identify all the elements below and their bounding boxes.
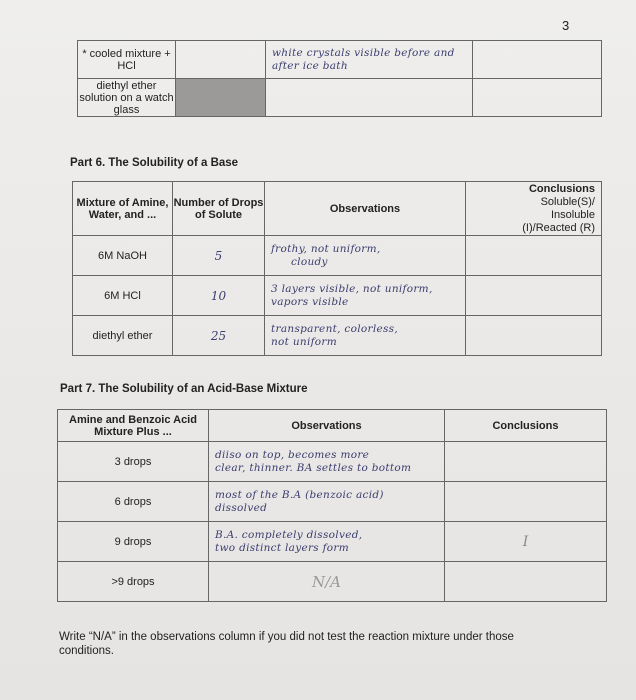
observation-line: not uniform xyxy=(271,335,338,348)
row-mixture: 6M HCl xyxy=(73,276,173,316)
header-drops: Number of Drops of Solute xyxy=(173,182,265,236)
empty-cell xyxy=(176,41,266,79)
instruction-note: Write “N/A” in the observations column if you did not test the reaction mixture under those conditions. xyxy=(59,631,514,657)
observation-line: diiso on top, becomes more xyxy=(215,448,370,461)
observation-line: vapors visible xyxy=(271,295,349,308)
observation-line: two distinct layers form xyxy=(215,541,350,554)
observation-line: frothy, not uniform, xyxy=(271,242,381,255)
row-observation xyxy=(265,276,466,316)
empty-cell xyxy=(473,79,602,117)
row-conclusion xyxy=(445,442,607,482)
conclusions-line: Insoluble xyxy=(550,208,595,221)
empty-cell xyxy=(466,316,602,356)
page-number: 3 xyxy=(562,18,570,33)
conclusions-line: Conclusions xyxy=(528,182,595,195)
header-conclusions: Conclusions xyxy=(445,410,607,442)
handwritten-observation: white crystals visible before and after ice bath xyxy=(266,41,473,79)
empty-cell xyxy=(473,41,602,79)
observation-line: B.A. completely dissolved, xyxy=(215,528,363,541)
part6-table xyxy=(72,181,602,356)
row-observation xyxy=(265,236,466,276)
observation-line: dissolved xyxy=(215,501,268,514)
conclusions-line: (I)/Reacted (R) xyxy=(522,221,595,234)
conclusions-line: Soluble(S)/ xyxy=(540,195,595,208)
row-conclusion xyxy=(445,562,607,602)
row-conclusion xyxy=(445,482,607,522)
row-mixture: 6M NaOH xyxy=(73,236,173,276)
empty-cell xyxy=(466,236,602,276)
observation-line: most of the B.A (benzoic acid) xyxy=(215,488,384,501)
header-conclusions xyxy=(466,182,602,236)
table-row-label: diethyl ether solution on a watch glass xyxy=(79,79,174,116)
observation-line: clear, thinner. BA settles to bottom xyxy=(215,461,412,474)
observation-line: 3 layers visible, not uniform, xyxy=(271,282,433,295)
row-observation: N/A xyxy=(209,562,445,602)
observation-line: cloudy xyxy=(291,255,328,268)
observation-line: transparent, colorless, xyxy=(271,322,399,335)
part6-title: Part 6. The Solubility of a Base xyxy=(70,157,239,169)
table-row-label: * cooled mixture + HCl xyxy=(78,41,176,79)
row-conclusion: I xyxy=(445,522,607,562)
row-drops: 10 xyxy=(173,276,265,316)
row-observation xyxy=(209,522,445,562)
row-observation xyxy=(209,482,445,522)
shaded-cell xyxy=(176,79,266,117)
row-mixture: 9 drops xyxy=(58,522,209,562)
part7-title: Part 7. The Solubility of an Acid-Base Mixture xyxy=(60,383,308,395)
header-observations: Observations xyxy=(265,182,466,236)
row-observation xyxy=(209,442,445,482)
empty-cell xyxy=(266,79,473,117)
row-drops: 25 xyxy=(173,316,265,356)
part7-table xyxy=(57,409,607,602)
row-mixture: >9 drops xyxy=(58,562,209,602)
row-mixture: 6 drops xyxy=(58,482,209,522)
row-mixture: diethyl ether xyxy=(73,316,173,356)
row-observation xyxy=(265,316,466,356)
empty-cell xyxy=(466,276,602,316)
top-table xyxy=(77,40,602,117)
row-mixture: 3 drops xyxy=(58,442,209,482)
header-mixture: Mixture of Amine, Water, and ... xyxy=(73,182,173,236)
header-mixture: Amine and Benzoic Acid Mixture Plus ... xyxy=(58,410,209,442)
row-drops: 5 xyxy=(173,236,265,276)
header-observations: Observations xyxy=(209,410,445,442)
